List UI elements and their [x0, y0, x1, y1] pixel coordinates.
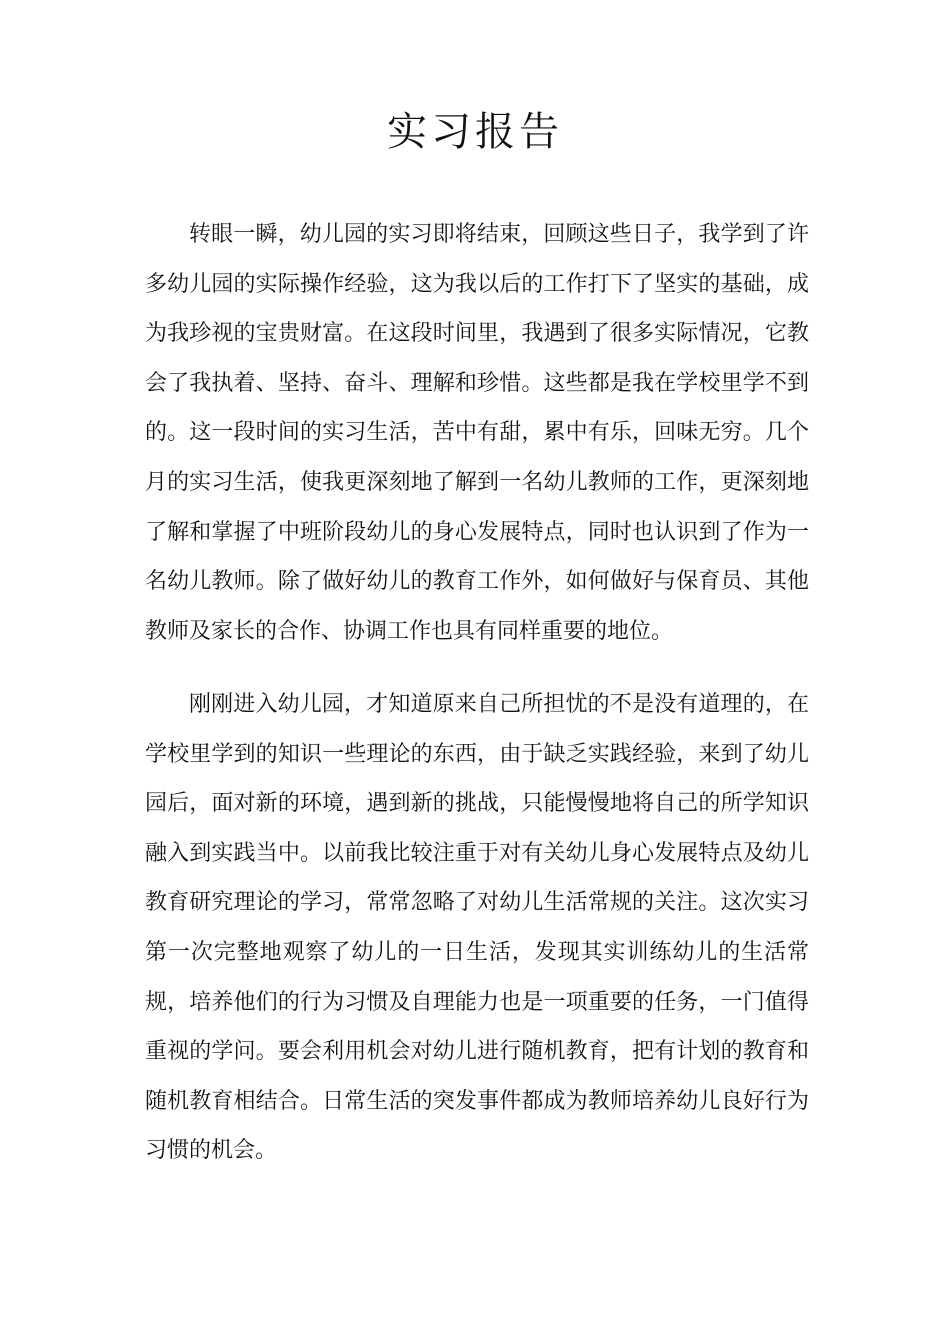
document-title: 实习报告: [387, 109, 563, 155]
paragraph-2: 刚刚进入幼儿园，才知道原来自己所担忧的不是没有道理的，在学校里学到的知识一些理论的东西，由于缺乏实践经验，来到了幼儿园后，面对新的环境，遇到新的挑战，只能慢慢地将自己的所学知识融入到实践当中。以前我比较注重于对有关幼儿身心发展特点及幼儿教育研究理论的学习，常常忽略了对幼儿生活常规的关注。这次实习第一次完整地观察了幼儿的一日生活，发现其实训练幼儿的生活常规，培养他们的行为习惯及自理能力也是一项重要的任务，一门值得重视的学问。要会利用机会对幼儿进行随机教育，把有计划的教育和随机教育相结合。日常生活的突发事件都成为教师培养幼儿良好行为习惯的机会。: [145, 692, 809, 1164]
paragraph-1: 转眼一瞬，幼儿园的实习即将结束，回顾这些日子，我学到了许多幼儿园的实际操作经验，这为我以后的工作打下了坚实的基础，成为我珍视的宝贵财富。在这段时间里，我遇到了很多实际情况，它教会了我执着、坚持、奋斗、理解和珍惜。这些都是我在学校里学不到的。这一段时间的实习生活，苦中有甜，累中有乐，回味无穷。几个月的实习生活，使我更深刻地了解到一名幼儿教师的工作，更深刻地了解和掌握了中班阶段幼儿的身心发展特点，同时也认识到了作为一名幼儿教师。除了做好幼儿的教育工作外，如何做好与保育员、其他教师及家长的合作、协调工作也具有同样重要的地位。: [145, 222, 809, 644]
